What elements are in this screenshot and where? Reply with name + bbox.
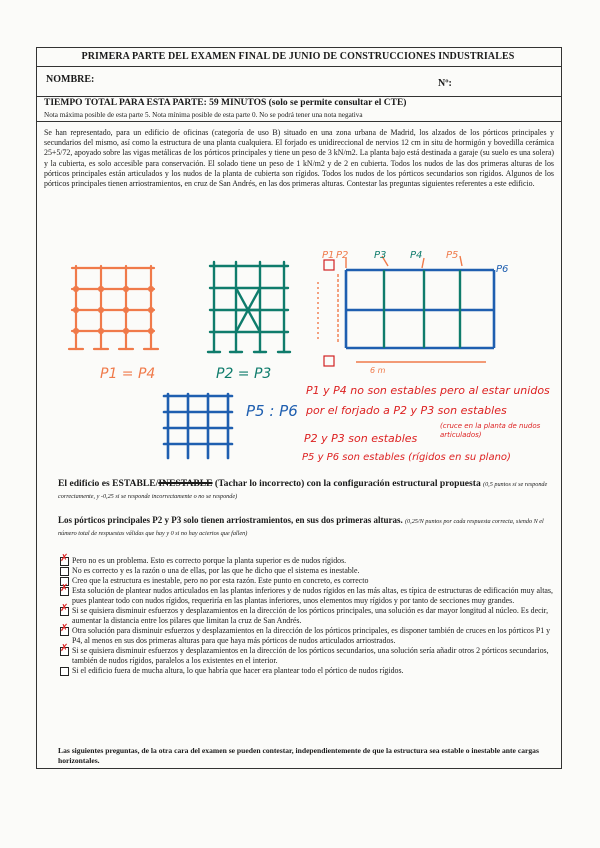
q1-lead: El edificio es (58, 478, 113, 489)
question-bracing (58, 515, 553, 539)
plan-label-p3: P3 (374, 250, 387, 261)
note-line-3: P2 y P3 son estables (304, 432, 418, 445)
footer-note: Las siguientes preguntas, de la otra cara del examen se pueden contestar, independientemente de que la estructura sea estable o inestable ante cargas horizontales. (58, 746, 539, 765)
checkbox-checked[interactable] (60, 557, 69, 566)
divider (36, 96, 561, 97)
divider (36, 66, 561, 67)
answer-options (60, 556, 556, 676)
exam-title: PRIMERA PARTE DEL EXAMEN FINAL DE JUNIO DE CONSTRUCCIONES INDUSTRIALES (81, 51, 515, 62)
grade-note: Nota máxima posible de esta parte 5. Nota mínima posible de esta parte 0. No se podrá tener una nota negativa (44, 111, 363, 119)
label-p5-p6: P5 : P6 (246, 402, 298, 420)
checkbox[interactable] (60, 567, 69, 576)
q1-slash: / (155, 478, 159, 489)
note-line-3b: (cruce en la planta de nudos articulados) (440, 422, 541, 439)
checkbox[interactable] (60, 667, 69, 676)
q1-note: (0,5 puntos si se responde correctamente, y -0,25 si se responde incorrectamente o no se responde) (58, 481, 548, 500)
option-text: Si se quisiera disminuir esfuerzos y desplazamientos en la dirección de los pórticos principales, una solución es dar mayor longitud al núcleo. Es decir, aumentar la distancia entre los pilares que limitan la cruz de San Andrés. (72, 606, 549, 625)
answer-option (60, 606, 556, 626)
answer-option (60, 586, 556, 606)
time-limit: TIEMPO TOTAL PARA ESTA PARTE: 59 MINUTOS (solo se permite consultar el CTE) (44, 98, 407, 108)
answer-option (60, 646, 556, 666)
option-text: Si se quisiera disminuir esfuerzos y desplazamientos en la dirección de los pórticos secundarios, una solución sería añadir otros 2 pórticos secundarios, también de nudos rígidos, paralelos a los existentes en el interior. (72, 646, 549, 665)
option-text: Pero no es un problema. Esto es correcto porque la planta superior es de nudos rígidos. (72, 556, 347, 565)
numero-label: Nº: (438, 78, 452, 89)
option-stable[interactable]: ESTABLE (112, 478, 156, 489)
plan-corner-marks (324, 260, 334, 366)
plan-label-p6: P6 (496, 264, 509, 275)
checkbox-checked[interactable] (60, 647, 69, 656)
plan-dimension: 6 m (370, 366, 386, 375)
option-text: No es correcto y es la razón o una de ellas, por las que he dicho que el sistema es inestable. (72, 566, 360, 575)
answer-option (60, 556, 556, 566)
label-p1-p4: P1 = P4 (100, 366, 156, 382)
q2-note: (0,25/N puntos por cada respuesta correcta, siendo N el número total de respuestas válidas que hay y 0 si no hay aciertos que fallen) (58, 518, 544, 537)
option-text: Esta solución de plantear nudos articulados en las plantas inferiores y de nudos rígidos en las más altas, es típica de estructuras de edificación muy altas, pues plantear todo con nudos rígidos, requeriría en las plantas inferiores, unos elementos muy rígidos y por tanto de secciones muy grandes. (72, 586, 553, 605)
floor-plan-drawing (346, 270, 494, 348)
answer-option (60, 666, 556, 676)
note-line-4: P5 y P6 son estables (rígidos en su plano) (302, 452, 511, 463)
note-line-1: P1 y P4 no son estables pero al estar unidos (306, 384, 550, 397)
answer-option (60, 576, 556, 586)
divider (36, 121, 561, 122)
nombre-label: NOMBRE: (46, 74, 95, 85)
option-text: Otra solución para disminuir esfuerzos y desplazamientos en la dirección de los pórticos principales, es disponer también de cruces en los pórticos P1 y P4, al menos en sus dos primeras alturas para que haya más pórticos de nudos articulados arriostrados. (72, 626, 551, 645)
problem-statement: Se han representado, para un edificio de oficinas (categoría de uso B) situado en una zona urbana de Madrid, los alzados de los pórticos principales y secundarios del mismo, así como la estructura de una planta cualquiera. El forjado es unidireccional de nervios 12 cm in situ de hormigón y bovedilla cerámica 25+5/72, apoyado sobre las vigas metálicas de los pórticos principales y tiene un peso de 3 kN/m2. La planta bajo está destinada a garaje (su suelo es una solera) y la cubierta, es solo accesible para conservación. El solado tiene un peso de 1 kN/m2 y de 2 en cubierta. Todos los nudos de las dos primeras alturas de los pórticos principales están articulados y los nudos de la planta de cubierta son rígidos. Todos los nudos de los pórticos secundarios son rígidos. Algunos de los pórticos principales tienen arriostramientos, en cruz de San Andrés, en las dos primeras alturas. Contestar las preguntas siguientes referentes a este edificio. (44, 128, 554, 189)
answer-option (60, 566, 556, 576)
plan-label-p4: P4 (410, 250, 423, 261)
option-text: Creo que la estructura es inestable, pero no por esta razón. Este punto en concreto, es correcto (72, 576, 369, 585)
q1-rest: (Tachar lo incorrecto) con la configuración estructural propuesta (212, 478, 481, 489)
plan-label-p2: P2 (336, 250, 349, 261)
option-unstable-struck[interactable]: INESTABLE (158, 478, 213, 489)
note-line-2: por el forjado a P2 y P3 son estables (306, 404, 507, 417)
answer-option (60, 626, 556, 646)
checkbox-checked[interactable] (60, 587, 69, 596)
frame-p2-p3-drawing (208, 262, 290, 352)
frame-p5-p6-drawing (164, 394, 232, 458)
checkbox-checked[interactable] (60, 627, 69, 636)
q2-lead: Los pórticos principales P2 y P3 solo tienen arriostramientos, en sus dos primeras alturas. (58, 515, 403, 525)
plan-label-p1: P1 (322, 250, 335, 261)
frame-p1-p4-drawing (69, 266, 158, 349)
option-text: Si el edificio fuera de mucha altura, lo que habría que hacer era plantear todo el pórtico de nudos rígidos. (72, 666, 404, 675)
checkbox-checked[interactable] (60, 607, 69, 616)
label-p2-p3: P2 = P3 (216, 366, 272, 382)
plan-label-p5: P5 (446, 250, 459, 261)
question-stability (58, 478, 553, 502)
